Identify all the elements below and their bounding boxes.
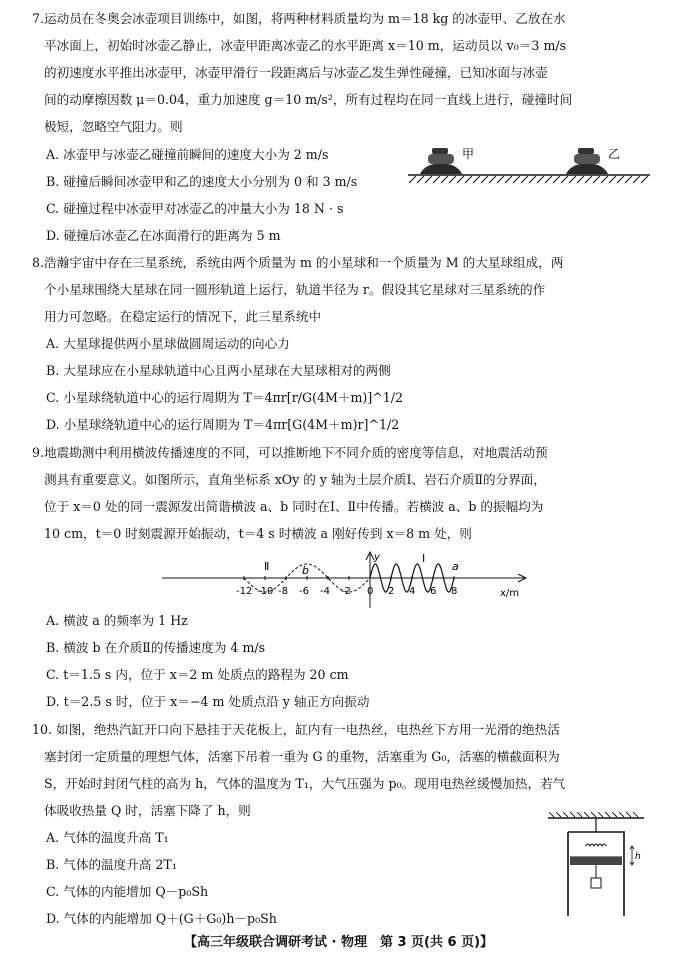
hatch-line	[505, 176, 512, 183]
q9-line-1: 9.地震勘测中利用横波传播速度的不同，可以推断地下不同介质的密度等信息，对地震活动预	[32, 445, 548, 460]
q9-option-d: D. t＝2.5 s 时，位于 x＝−4 m 处质点沿 y 轴正方向振动	[46, 694, 370, 709]
q9-line-3: 位于 x＝0 处的同一震源发出简谐横波 a、b 同时在Ⅰ、Ⅱ中传播。若横波 a、b 的振幅均为	[44, 499, 544, 514]
q7-line-2: 平冰面上，初始时冰壶乙静止，冰壶甲距离冰壶乙的水平距离 x＝10 m，运动员以 v₀＝3 m/s	[44, 38, 567, 53]
hatch-line	[465, 176, 472, 183]
q10-option-a: A. 气体的温度升高 T₁	[46, 830, 169, 845]
hatch-line	[473, 176, 480, 183]
x-tick-label: 4	[409, 586, 416, 597]
hatch-line	[457, 176, 464, 183]
hatch-line	[561, 176, 568, 183]
hatch-line	[549, 812, 554, 817]
q8-option-c: C. 小星球绕轨道中心的运行周期为 T＝4πr[r/G(4M＋m)]^1/2	[46, 390, 404, 405]
hatch-line	[626, 812, 631, 817]
heating-wire-icon	[586, 844, 606, 846]
hanging-weight	[591, 878, 601, 888]
q8-option-b: B. 大星球应在小星球轨道中心且两小星球在大星球相对的两侧	[46, 363, 391, 378]
q8-line-1: 8.浩瀚宇宙中存在三星系统，系统由两个质量为 m 的小星球和一个质量为 M 的大星球组成，两	[32, 255, 564, 270]
hatch-line	[537, 176, 544, 183]
region-1-label: Ⅰ	[422, 552, 426, 565]
hatch-line	[497, 176, 504, 183]
q10-line-1: 10. 如图，绝热汽缸开口向下悬挂于天花板上，缸内有一电热丝，电热丝下方用一光滑的绝热活	[32, 722, 560, 737]
hatch-line	[598, 812, 603, 817]
hatch-line	[481, 176, 488, 183]
hatch-line	[449, 176, 456, 183]
x-tick-label: -6	[299, 586, 309, 597]
wave-b-label: b	[302, 564, 309, 577]
hatch-line	[601, 176, 608, 183]
curling-stone-b-icon	[566, 148, 608, 174]
q7-option-c: C. 碰撞过程中冰壶甲对冰壶乙的冲量大小为 18 N · s	[46, 201, 344, 216]
q7-option-d: D. 碰撞后冰壶乙在冰面滑行的距离为 5 m	[46, 228, 281, 243]
hatch-line	[577, 176, 584, 183]
q8-option-d: D. 小星球绕轨道中心的运行周期为 T＝4πr[G(4M＋m)r]^1/2	[46, 417, 400, 432]
page-footer: 【高三年级联合调研考试 · 物理 第 3 页(共 6 页)】	[183, 935, 494, 950]
hatch-line	[585, 176, 592, 183]
curling-label-a: 甲	[462, 147, 475, 161]
y-axis-label: y	[374, 552, 380, 563]
q10-option-d: D. 气体的内能增加 Q＋(G＋G₀)h－p₀Sh	[46, 911, 277, 926]
x-tick-label: 6	[430, 586, 437, 597]
hatch-line	[553, 176, 560, 183]
hatch-line	[417, 176, 424, 183]
hatch-line	[625, 176, 632, 183]
hatch-line	[591, 812, 596, 817]
piston	[570, 857, 622, 865]
q7-line-5: 极短，忽略空气阻力。则	[44, 119, 183, 134]
region-2-label: Ⅱ	[264, 560, 270, 573]
ice-surface-hatch	[409, 176, 648, 183]
q7-option-a: A. 冰壶甲与冰壶乙碰撞前瞬间的速度大小为 2 m/s	[46, 147, 329, 162]
q8-line-2: 个小星球围绕大星球在同一圆形轨道上运行，轨道半径为 r。假设其它星球对三星系统的作	[44, 282, 546, 297]
hatch-line	[409, 176, 416, 183]
q10-option-c: C. 气体的内能增加 Q－p₀Sh	[46, 884, 209, 899]
hatch-line	[425, 176, 432, 183]
curling-label-b: 乙	[608, 147, 621, 161]
q7-line-4: 间的动摩擦因数 μ＝0.04，重力加速度 g＝10 m/s²，所有过程均在同一直线上进行，碰撞时间	[44, 92, 573, 107]
hatch-line	[641, 176, 648, 183]
hatch-line	[633, 812, 638, 817]
hatch-line	[489, 176, 496, 183]
q10-line-3: S，开始时封闭气柱的高为 h，气体的温度为 T₁，大气压强为 p₀。现用电热丝缓慢加热，若气	[44, 776, 566, 791]
hatch-line	[563, 812, 568, 817]
ceiling-hatch	[549, 812, 638, 817]
x-axis-label: x/m	[500, 588, 520, 599]
hatch-line	[569, 176, 576, 183]
hatch-line	[633, 176, 640, 183]
q10-option-b: B. 气体的温度升高 2T₁	[46, 857, 177, 872]
cylinder-figure	[540, 812, 652, 924]
hatch-line	[593, 176, 600, 183]
x-tick-label: 8	[451, 586, 458, 597]
wave-figure	[160, 548, 540, 610]
hatch-line	[545, 176, 552, 183]
q9-line-2: 测具有重要意义。如图所示，直角坐标系 xOy 的 y 轴为土层介质Ⅰ、岩石介质Ⅱ的分界面，	[44, 472, 546, 487]
q8-line-3: 用力可忽略。在稳定运行的情况下，此三星系统中	[44, 309, 322, 324]
x-tick-label: -2	[341, 586, 351, 597]
q7-option-b: B. 碰撞后瞬间冰壶甲和乙的速度大小分别为 0 和 3 m/s	[46, 174, 358, 189]
q10-line-2: 塞封闭一定质量的理想气体，活塞下吊着一重为 G 的重物，活塞重为 G₀，活塞的横截面积为	[44, 749, 560, 764]
x-tick-label: -8	[278, 586, 288, 597]
x-tick-label: -12	[236, 586, 253, 597]
curling-stone-a-icon	[420, 148, 462, 174]
x-tick-label: 0	[367, 586, 374, 597]
hatch-line	[605, 812, 610, 817]
hatch-line	[529, 176, 536, 183]
x-tick-label: 2	[388, 586, 395, 597]
wave-a-label: a	[452, 560, 459, 573]
hatch-line	[617, 176, 624, 183]
curling-figure	[408, 138, 650, 198]
hatch-line	[612, 812, 617, 817]
hatch-line	[584, 812, 589, 817]
hatch-line	[609, 176, 616, 183]
hatch-line	[570, 812, 575, 817]
q9-line-4: 10 cm，t＝0 时刻震源开始振动，t＝4 s 时横波 a 刚好传到 x＝8 m 处，则	[44, 526, 472, 541]
x-tick-label: -4	[320, 586, 330, 597]
q9-option-a: A. 横波 a 的频率为 1 Hz	[46, 613, 188, 628]
q7-line-1: 7.运动员在冬奥会冰壶项目训练中，如图，将两种材料质量均为 m＝18 kg 的冰壶甲、乙放在水	[32, 11, 566, 26]
hatch-line	[556, 812, 561, 817]
hatch-line	[619, 812, 624, 817]
q9-option-c: C. t＝1.5 s 内，位于 x＝2 m 处质点的路程为 20 cm	[46, 667, 349, 682]
q8-option-a: A. 大星球提供两小星球做圆周运动的向心力	[46, 336, 290, 351]
hatch-line	[513, 176, 520, 183]
h-label: h	[635, 852, 641, 862]
q10-line-4: 体吸收热量 Q 时，活塞下降了 h，则	[44, 803, 251, 818]
hatch-line	[521, 176, 528, 183]
hatch-line	[433, 176, 440, 183]
q7-line-3: 的初速度水平推出冰壶甲，冰壶甲滑行一段距离后与冰壶乙发生弹性碰撞，已知冰面与冰壶	[44, 65, 548, 80]
hatch-line	[577, 812, 582, 817]
x-tick-label: -10	[257, 586, 274, 597]
q9-option-b: B. 横波 b 在介质Ⅱ的传播速度为 4 m/s	[46, 640, 266, 655]
hatch-line	[441, 176, 448, 183]
